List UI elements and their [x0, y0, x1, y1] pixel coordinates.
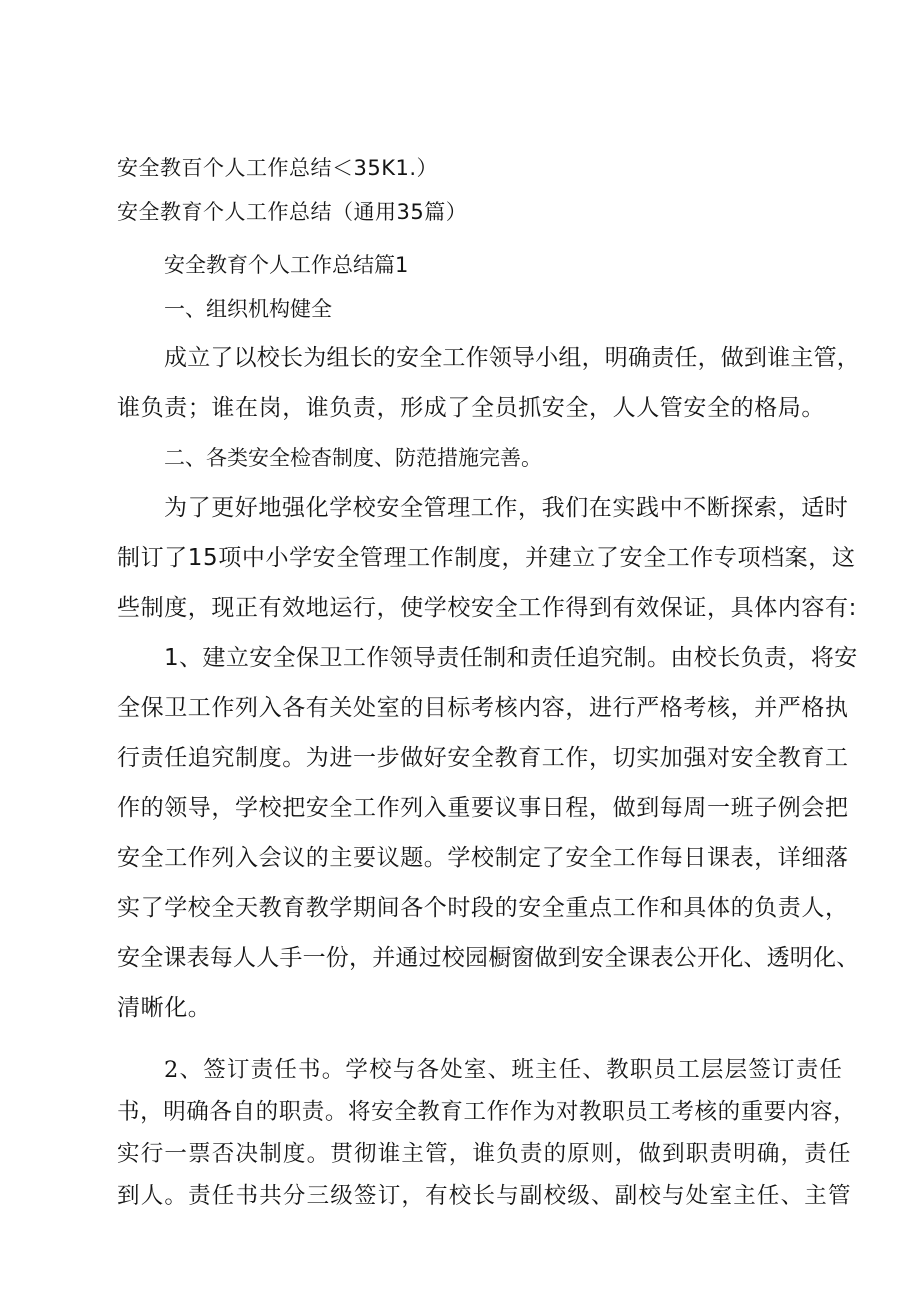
document-title-line-1: 安全教百个人工作总结＜35K1.）	[117, 156, 439, 180]
paragraph-4-line-1: 2、签订责任书。学校与各处室、班主任、教职员工层层签订责任	[164, 1057, 844, 1083]
paragraph-3-line-3: 行责任追究制度。为进一步做好安全教育工作，切实加强对安全教育工	[117, 745, 849, 771]
document-title-line-2: 安全教育个人工作总结（通用35篇）	[117, 200, 468, 224]
paragraph-3-line-5: 安全工作列入会议的主要议题。学校制定了安全工作每日课表，详细落	[117, 845, 849, 871]
paragraph-4-line-3: 实行一票否决制度。贯彻谁主管，谁负责的原则，做到职责明确，责任	[117, 1141, 852, 1167]
paragraph-1-line-2: 谁负责；谁在岗，谁负责，形成了全员抓安全，人人管安全的格局。	[117, 395, 825, 421]
paragraph-3-line-1: 1、建立安全保卫工作领导责任制和责任追究制。由校长负责，将安	[164, 645, 858, 671]
paragraph-2-line-2: 制订了15项中小学安全管理工作制度，并建立了安全工作专项档案，这	[117, 545, 856, 571]
heading-inspection: 二、各类安全检杳制度、防范措施完善。	[164, 446, 542, 470]
paragraph-1-line-1: 成立了以校长为组长的安全工作领导小组，明确责任，做到谁主管，	[164, 345, 860, 371]
section-heading: 安全教育个人工作总结篇1	[164, 253, 409, 277]
paragraph-3-line-6: 实了学校全天教育教学期间各个时段的安全重点工作和具体的负责人，	[117, 895, 849, 921]
paragraph-4-line-4: 到人。责任书共分三级签订，有校长与副校级、副校与处室主任、主管	[117, 1183, 852, 1209]
paragraph-3-line-7: 安全课表每人人手一份，并通过校园橱窗做到安全课表公开化、透明化、	[117, 945, 860, 971]
paragraph-3-line-2: 全保卫工作列入各有关处室的目标考核内容，进行严格考核，并严格执	[117, 695, 849, 721]
paragraph-4-line-2: 书，明确各自的职责。将安全教育工作作为对教职员工考核的重要内容，	[117, 1099, 857, 1125]
paragraph-3-line-4: 作的领导，学校把安全工作列入重要议事日程，做到每周一班子例会把	[117, 795, 849, 821]
heading-organization: 一、组织机构健全	[164, 297, 332, 321]
paragraph-3-line-8: 清晰化。	[117, 995, 212, 1021]
paragraph-2-line-3: 些制度，现正有效地运行，使学校安全工作得到有效保证，具体内容有:	[117, 595, 857, 621]
paragraph-2-line-1: 为了更好地强化学校安全管理工作，我们在实践中不断探索，适时	[164, 495, 849, 521]
